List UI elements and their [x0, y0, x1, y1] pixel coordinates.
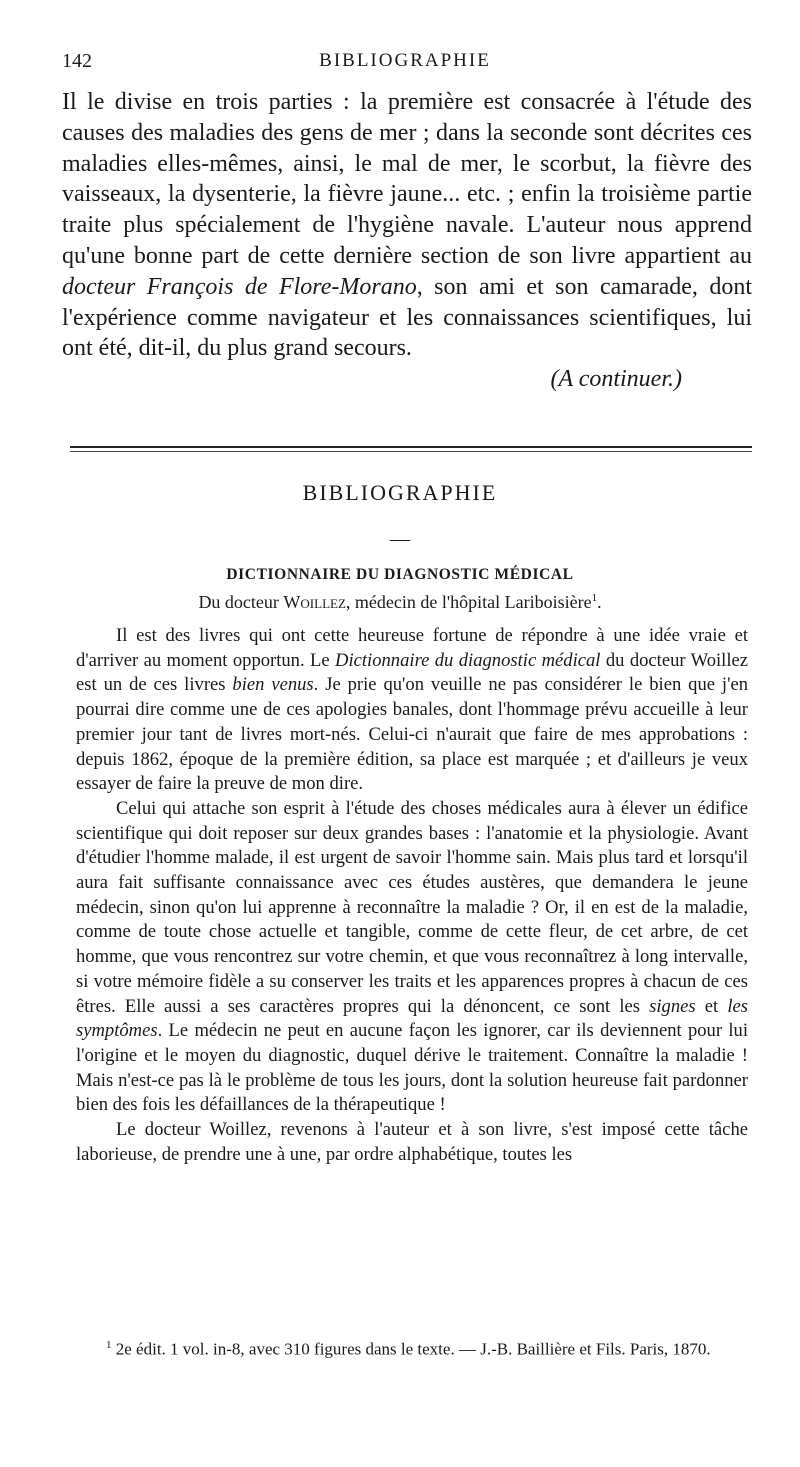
- paragraph-text: . Le médecin ne peut en aucune façon les ignorer, car ils deviennent pour lui l'origine et le moyen du diagnostic, duquel dérive le traitement. Connaître la maladie ! Mais n'est-ce pas là le problème de tous les jours, dont la solution heureuse fait pardonner bien des fois les défaillances de la thérapeutique !: [76, 1020, 748, 1116]
- paragraph-text: . Je prie qu'on veuille ne pas considérer le bien que j'en pourrai dire comme une de ces apologies banales, dont l'hommage prévu accueille à leur premier jour tant de livres mort-nés. Celui-ci n'aurait que faire de mes approbations : depuis 1862, époque de la première édition, sa place est marquée ; et d'ailleurs je veux essayer de faire la preuve de mon dire.: [76, 674, 748, 795]
- paragraph-text: Il le divise en trois parties : la première est consacrée à l'étude des causes des maladies des gens de mer ; dans la seconde sont décrites ces maladies elles-mêmes, ainsi, le mal de mer, le scorbut, la fièvre des vaisseaux, la dysenterie, la fièvre jaune... etc. ; enfin la troisième partie traite plus spécialement de l'hygiène navale. L'auteur nous apprend qu'une bonne part de cette dernière section de son livre appartient au: [62, 89, 752, 269]
- section-divider-rule: [70, 446, 752, 448]
- review-paragraph-3: Le docteur Woillez, revenons à l'auteur et à son livre, s'est imposé cette tâche laborieuse, de prendre une à une, par ordre alphabétique, toutes les: [76, 1119, 748, 1165]
- section-dash: —: [390, 528, 410, 550]
- footnote-marker: 1: [591, 592, 598, 604]
- review-paragraph-1: [76, 624, 748, 797]
- running-title: BIBLIOGRAPHIE: [319, 50, 491, 71]
- footnote: [76, 1334, 748, 1361]
- review-paragraph-2: [76, 797, 748, 1118]
- to-be-continued: (A continuer.): [550, 366, 682, 393]
- previous-article-ending: [62, 87, 752, 395]
- italic-term: signes: [649, 995, 696, 1017]
- italic-name: docteur François de Flore-Morano: [62, 273, 417, 300]
- paragraph-text: Celui qui attache son esprit à l'étude des choses médicales aura à élever un édifice scientifique qui doit reposer sur deux grandes bases : l'anatomie et la physiologie. Avant d'étudier l'homme malade, il est urgent de savoir l'homme sain. Mais plus tard et lorsqu'il aura fait suffisante connaissance avec ces études austères, que demandera le jeune médecin, sinon qu'on lui apprenne à reconnaître la maladie ? Or, il en est de la maladie, comme de toute chose actuelle et tangible, comme de cette fleur, de cet arbre, de cet homme, que vous rencontrez sur votre chemin, et que vous reconnaîtrez à long intervalle, si votre mémoire fidèle a su conserver les traits et les apparences propres à chacun de ces êtres. Elle aussi a ses caractères propres qui la dénoncent, ce sont les: [76, 797, 748, 1017]
- footnote-text: 2e édit. 1 vol. in-8, avec 310 figures dans le texte. — J.-B. Baillière et Fils. Paris, 1870.: [111, 1339, 711, 1359]
- review-body: [76, 624, 748, 1167]
- author-suffix: , médecin de l'hôpital Lariboisière: [345, 592, 592, 612]
- book-author-line: Du docteur Woillez, médecin de l'hôpital Lariboisière$^1$.: [198, 592, 602, 612]
- page-header: [62, 50, 748, 74]
- author-prefix: Du docteur: [198, 592, 284, 612]
- paragraph-text: Il est des livres qui ont cette heureuse fortune de répondre à une idée vraie et d'arriver au moment opportun. Le: [76, 625, 748, 671]
- author-name: Woillez: [283, 592, 346, 612]
- section-divider-rule-thin: [70, 451, 752, 452]
- footnote-number: 1: [106, 1339, 112, 1351]
- italic-phrase: bien venus: [232, 674, 314, 696]
- section-title: BIBLIOGRAPHIE: [302, 480, 498, 505]
- page-number: 142: [62, 50, 92, 72]
- previous-article-paragraph: [62, 87, 752, 364]
- italic-book-title: Dictionnaire du diagnostic médical: [335, 649, 601, 671]
- paragraph-text: et: [695, 995, 728, 1017]
- italic-term: les symptômes: [76, 995, 748, 1042]
- paragraph-text: du docteur Woillez est un de ces livres: [76, 649, 748, 696]
- book-title: DICTIONNAIRE DU DIAGNOSTIC MÉDICAL: [226, 566, 574, 583]
- paragraph-text: , son ami et son camarade, dont l'expérience comme navigateur et les connaissances scientifiques, lui ont été, dit-il, du plus grand secours.: [62, 273, 753, 362]
